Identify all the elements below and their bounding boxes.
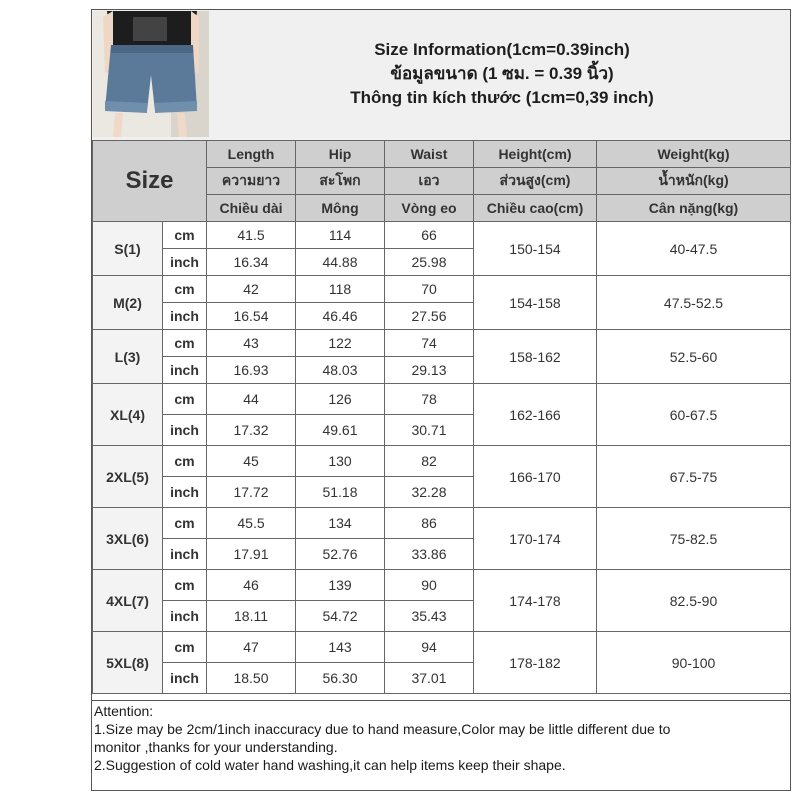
size-header: Size xyxy=(93,141,207,222)
size-name: 3XL(6) xyxy=(93,508,163,570)
unit-label: cm xyxy=(163,222,207,249)
size-row-cm xyxy=(93,446,791,477)
size-row-cm xyxy=(93,276,791,303)
col-hip-en: Hip xyxy=(296,141,385,168)
length-value: 16.93 xyxy=(207,357,296,384)
col-length-en: Length xyxy=(207,141,296,168)
length-value: 42 xyxy=(207,276,296,303)
unit-label: inch xyxy=(163,601,207,632)
unit-label: inch xyxy=(163,249,207,276)
unit-label: cm xyxy=(163,330,207,357)
hip-value: 44.88 xyxy=(296,249,385,276)
title-english: Size Information(1cm=0.39inch) xyxy=(374,40,630,59)
waist-value: 25.98 xyxy=(385,249,474,276)
title-thai: ข้อมูลขนาด (1 ซม. = 0.39 นิ้ว) xyxy=(390,64,614,83)
col-hip-vi: Mông xyxy=(296,195,385,222)
height-range: 158-162 xyxy=(474,330,597,384)
title-block xyxy=(222,38,782,110)
attention-line-2: monitor ,thanks for your understanding. xyxy=(94,739,338,755)
unit-label: inch xyxy=(163,415,207,446)
attention-line-3: 2.Suggestion of cold water hand washing,it can help items keep their shape. xyxy=(94,757,566,773)
length-value: 47 xyxy=(207,632,296,663)
col-length-th: ความยาว xyxy=(207,168,296,195)
length-value: 43 xyxy=(207,330,296,357)
length-value: 17.91 xyxy=(207,539,296,570)
header-row-en xyxy=(93,141,791,168)
waist-value: 37.01 xyxy=(385,663,474,694)
hip-value: 51.18 xyxy=(296,477,385,508)
length-value: 44 xyxy=(207,384,296,415)
attention-heading: Attention: xyxy=(94,703,154,719)
length-value: 41.5 xyxy=(207,222,296,249)
size-name: 5XL(8) xyxy=(93,632,163,694)
hip-value: 114 xyxy=(296,222,385,249)
hip-value: 49.61 xyxy=(296,415,385,446)
weight-range: 52.5-60 xyxy=(597,330,791,384)
waist-value: 90 xyxy=(385,570,474,601)
col-waist-vi: Vòng eo xyxy=(385,195,474,222)
col-hip-th: สะโพก xyxy=(296,168,385,195)
weight-range: 82.5-90 xyxy=(597,570,791,632)
size-name: 2XL(5) xyxy=(93,446,163,508)
waist-value: 82 xyxy=(385,446,474,477)
size-name: M(2) xyxy=(93,276,163,330)
unit-label: cm xyxy=(163,446,207,477)
weight-range: 67.5-75 xyxy=(597,446,791,508)
size-row-cm xyxy=(93,508,791,539)
length-value: 46 xyxy=(207,570,296,601)
hip-value: 54.72 xyxy=(296,601,385,632)
size-name: S(1) xyxy=(93,222,163,276)
length-value: 16.54 xyxy=(207,303,296,330)
weight-range: 47.5-52.5 xyxy=(597,276,791,330)
col-height-vi: Chiều cao(cm) xyxy=(474,195,597,222)
col-weight-en: Weight(kg) xyxy=(597,141,791,168)
product-photo-image xyxy=(93,11,209,137)
col-length-vi: Chiều dài xyxy=(207,195,296,222)
col-height-th: ส่วนสูง(cm) xyxy=(474,168,597,195)
waist-value: 86 xyxy=(385,508,474,539)
height-range: 170-174 xyxy=(474,508,597,570)
attention-line-1: 1.Size may be 2cm/1inch inaccuracy due to hand measure,Color may be little different due to xyxy=(94,721,671,737)
hip-value: 56.30 xyxy=(296,663,385,694)
hip-value: 118 xyxy=(296,276,385,303)
unit-label: inch xyxy=(163,357,207,384)
unit-label: inch xyxy=(163,663,207,694)
hip-value: 130 xyxy=(296,446,385,477)
weight-range: 60-67.5 xyxy=(597,384,791,446)
waist-value: 29.13 xyxy=(385,357,474,384)
waist-value: 94 xyxy=(385,632,474,663)
waist-value: 33.86 xyxy=(385,539,474,570)
weight-range: 75-82.5 xyxy=(597,508,791,570)
length-value: 17.32 xyxy=(207,415,296,446)
size-row-cm xyxy=(93,330,791,357)
size-row-cm xyxy=(93,222,791,249)
length-value: 18.50 xyxy=(207,663,296,694)
size-name: L(3) xyxy=(93,330,163,384)
size-table xyxy=(92,140,791,694)
length-value: 18.11 xyxy=(207,601,296,632)
size-name: 4XL(7) xyxy=(93,570,163,632)
size-chart-sheet xyxy=(91,9,791,791)
unit-label: cm xyxy=(163,384,207,415)
size-row-cm xyxy=(93,384,791,415)
unit-label: inch xyxy=(163,539,207,570)
hip-value: 46.46 xyxy=(296,303,385,330)
unit-label: cm xyxy=(163,570,207,601)
hip-value: 143 xyxy=(296,632,385,663)
col-waist-th: เอว xyxy=(385,168,474,195)
waist-value: 35.43 xyxy=(385,601,474,632)
length-value: 45 xyxy=(207,446,296,477)
height-range: 154-158 xyxy=(474,276,597,330)
height-range: 178-182 xyxy=(474,632,597,694)
hip-value: 52.76 xyxy=(296,539,385,570)
hip-value: 139 xyxy=(296,570,385,601)
weight-range: 40-47.5 xyxy=(597,222,791,276)
height-range: 150-154 xyxy=(474,222,597,276)
unit-label: cm xyxy=(163,276,207,303)
height-range: 166-170 xyxy=(474,446,597,508)
waist-value: 66 xyxy=(385,222,474,249)
waist-value: 27.56 xyxy=(385,303,474,330)
unit-label: cm xyxy=(163,632,207,663)
unit-label: inch xyxy=(163,477,207,508)
size-row-cm xyxy=(93,570,791,601)
weight-range: 90-100 xyxy=(597,632,791,694)
col-weight-vi: Cân nặng(kg) xyxy=(597,195,791,222)
hip-value: 122 xyxy=(296,330,385,357)
hip-value: 48.03 xyxy=(296,357,385,384)
length-value: 45.5 xyxy=(207,508,296,539)
hip-value: 126 xyxy=(296,384,385,415)
waist-value: 78 xyxy=(385,384,474,415)
unit-label: cm xyxy=(163,508,207,539)
unit-label: inch xyxy=(163,303,207,330)
waist-value: 74 xyxy=(385,330,474,357)
length-value: 16.34 xyxy=(207,249,296,276)
height-range: 174-178 xyxy=(474,570,597,632)
attention-notes xyxy=(92,700,790,790)
col-height-en: Height(cm) xyxy=(474,141,597,168)
title-vietnamese: Thông tin kích thước (1cm=0,39 inch) xyxy=(350,88,654,107)
waist-value: 30.71 xyxy=(385,415,474,446)
size-name: XL(4) xyxy=(93,384,163,446)
size-row-cm xyxy=(93,632,791,663)
length-value: 17.72 xyxy=(207,477,296,508)
hip-value: 134 xyxy=(296,508,385,539)
chart-header xyxy=(92,10,790,141)
waist-value: 70 xyxy=(385,276,474,303)
waist-value: 32.28 xyxy=(385,477,474,508)
product-photo xyxy=(93,11,209,137)
height-range: 162-166 xyxy=(474,384,597,446)
col-waist-en: Waist xyxy=(385,141,474,168)
col-weight-th: น้ำหนัก(kg) xyxy=(597,168,791,195)
